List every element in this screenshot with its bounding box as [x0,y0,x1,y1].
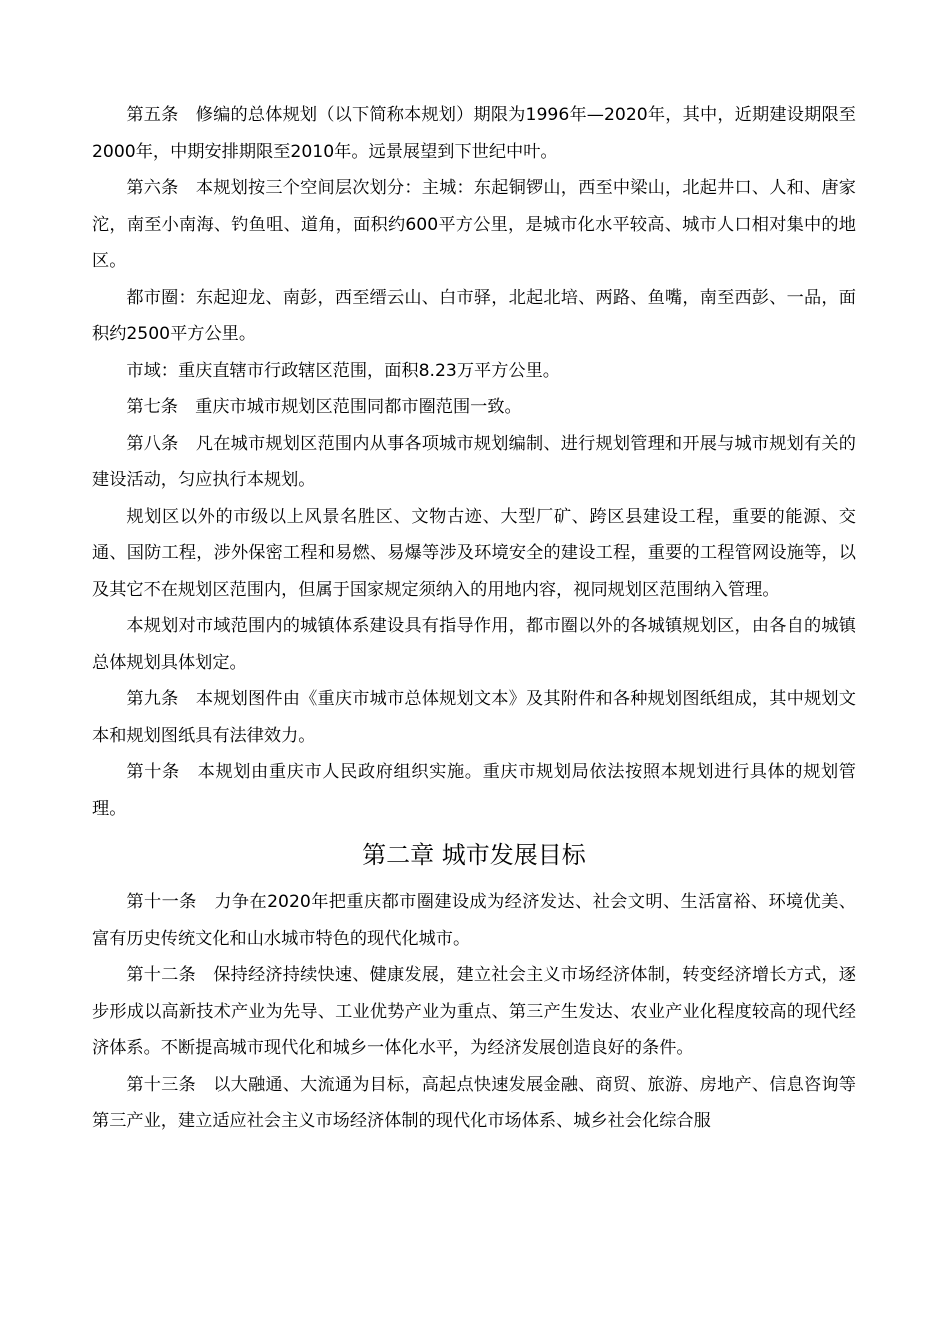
paragraph-outside-planning-area: 规划区以外的市级以上风景名胜区、文物古迹、大型厂矿、跨区县建设工程，重要的能源、交通、国防工程，涉外保密工程和易燃、易爆等涉及环境安全的建设工程，重要的工程管网设施等，以及其它不在规划区范围内，但属于国家规定须纳入的用地内容，视同规划区范围纳入管理。 [92,506,856,600]
chapter-heading: 第二章 城市发展目标 [362,841,586,869]
paragraph-town-system: 本规划对市域范围内的城镇体系建设具有指导作用，都市圈以外的各城镇规划区，由各自的城镇总体规划具体划定。 [92,616,856,673]
paragraph-article-7: 第七条 重庆市城市规划区范围同都市圈范围一致。 [126,397,522,417]
paragraph-article-5: 第五条 修编的总体规划（以下简称本规划）期限为1996年—2020年，其中，近期建设期限至2000年，中期安排期限至2010年。远景展望到下世纪中叶。 [92,105,856,162]
paragraph-article-6: 第六条 本规划按三个空间层次划分：主城：东起铜锣山，西至中梁山，北起井口、人和、唐家沱，南至小南海、钓鱼咀、道角，面积约600平方公里，是城市化水平较高、城市人口相对集中的地区。 [92,178,856,271]
paragraph-city-area: 市域：重庆直辖市行政辖区范围，面积8.23万平方公里。 [126,360,560,381]
paragraph-article-11: 第十一条 力争在2020年把重庆都市圈建设成为经济发达、社会文明、生活富裕、环境优美、富有历史传统文化和山水城市特色的现代化城市。 [92,892,856,949]
paragraph-metro-area: 都市圈：东起迎龙、南彭，西至缙云山、白市驿，北起北培、两路、鱼嘴，南至西彭、一品，面积约2500平方公里。 [92,287,856,344]
paragraph-article-10: 第十条 本规划由重庆市人民政府组织实施。重庆市规划局依法按照本规划进行具体的规划管理。 [92,762,856,819]
paragraph-article-8: 第八条 凡在城市规划区范围内从事各项城市规划编制、进行规划管理和开展与城市规划有关的建设活动，匀应执行本规划。 [92,433,856,490]
paragraph-article-13: 第十三条 以大融通、大流通为目标，高起点快速发展金融、商贸、旅游、房地产、信息咨询等第三产业，建立适应社会主义市场经济体制的现代化市场体系、城乡社会化综合服 [92,1074,856,1131]
paragraph-article-9: 第九条 本规划图件由《重庆市城市总体规划文本》及其附件和各种规划图纸组成，其中规划文本和规划图纸具有法律效力。 [92,689,856,746]
paragraph-article-12: 第十二条 保持经济持续快速、健康发展，建立社会主义市场经济体制，转变经济增长方式，逐步形成以高新技术产业为先导、工业优势产业为重点、第三产生发达、农业产业化程度较高的现代经济体系。不断提高城市现代化和城乡一体化水平，为经济发展创造良好的条件。 [92,965,856,1058]
